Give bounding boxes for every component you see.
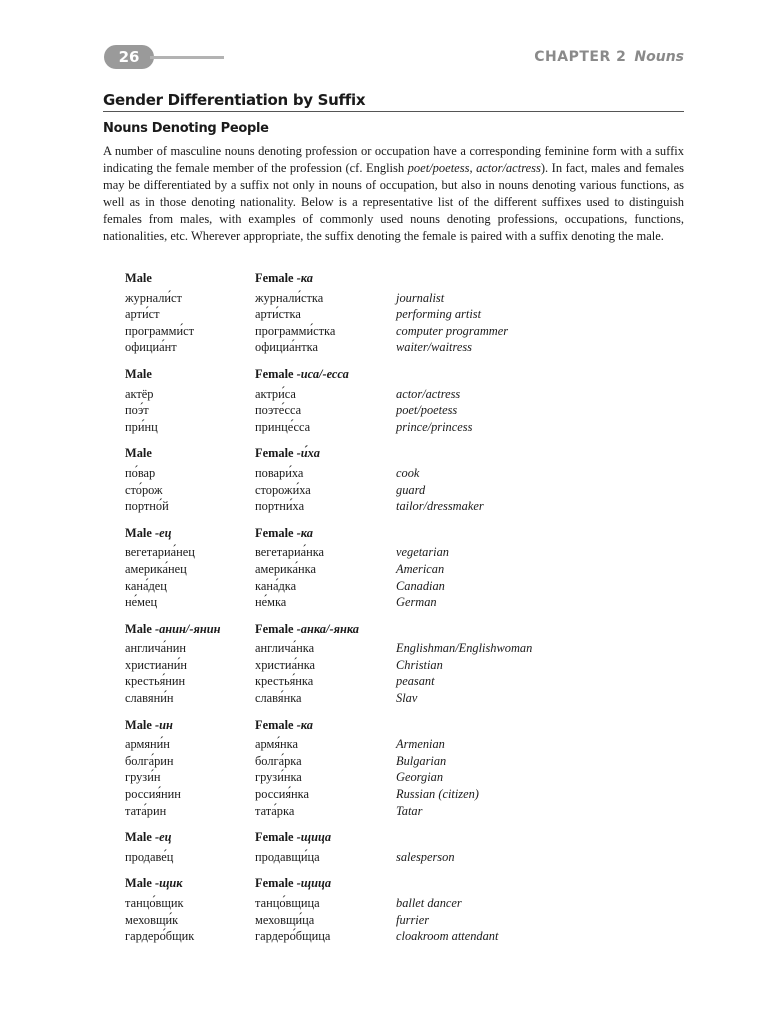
table-row <box>125 736 625 753</box>
group-header <box>125 621 625 638</box>
male-suffix: -ин <box>154 717 173 732</box>
section-divider <box>103 111 684 112</box>
female-form: гардеро́бщица <box>255 929 331 944</box>
female-form: портни́ха <box>255 499 305 514</box>
table-row <box>125 561 625 578</box>
female-form: россия́нка <box>255 787 309 802</box>
english-gloss: Georgian <box>396 770 444 785</box>
female-header-label: Female <box>255 717 294 732</box>
male-suffix: -щик <box>154 876 183 891</box>
english-gloss: waiter/waitress <box>396 340 472 355</box>
female-suffix: -щица <box>296 876 332 891</box>
suffix-group <box>125 621 625 707</box>
english-gloss: peasant <box>396 674 435 689</box>
table-row <box>125 640 625 657</box>
english-gloss: tailor/dressmaker <box>396 499 484 514</box>
male-header <box>125 270 152 287</box>
english-gloss: ballet dancer <box>396 896 462 910</box>
male-form: поэ́т <box>125 403 149 418</box>
male-header-label: Male <box>125 271 152 285</box>
female-header <box>255 366 349 383</box>
female-header <box>255 717 313 734</box>
group-header <box>125 366 625 383</box>
male-header <box>125 829 171 846</box>
table-row <box>125 657 625 674</box>
suffix-group <box>125 366 625 435</box>
male-header <box>125 875 183 892</box>
group-header <box>125 445 625 462</box>
female-suffix: -ка <box>296 271 313 285</box>
english-gloss: Christian <box>396 657 443 672</box>
table-row <box>125 419 625 436</box>
female-form: поэте́сса <box>255 403 302 418</box>
female-form: грузи́нка <box>255 770 302 785</box>
male-form: христиани́н <box>125 657 187 672</box>
female-form: америка́нка <box>255 561 316 576</box>
female-form: повари́ха <box>255 465 304 480</box>
female-form: христиа́нка <box>255 657 316 672</box>
female-header-label: Female <box>255 525 294 540</box>
suffix-group <box>125 445 625 514</box>
male-form: англича́нин <box>125 641 187 656</box>
english-gloss: computer programmer <box>396 323 509 338</box>
english-gloss: Slav <box>396 691 418 706</box>
english-gloss: journalist <box>396 290 445 305</box>
female-form: крестья́нка <box>255 674 314 689</box>
subsection-title: Nouns Denoting People <box>103 121 269 136</box>
female-form: кана́дка <box>255 578 297 593</box>
english-gloss: Armenian <box>396 737 445 752</box>
table-row <box>125 482 625 499</box>
english-gloss: guard <box>396 482 426 497</box>
female-form: сторожи́ха <box>255 482 311 497</box>
english-gloss: German <box>396 595 437 610</box>
table-row <box>125 753 625 770</box>
table-row <box>125 786 625 803</box>
english-gloss: Englishman/Englishwoman <box>396 641 533 656</box>
female-header-label: Female <box>255 271 294 285</box>
suffix-group <box>125 270 625 356</box>
suffix-group <box>125 525 625 611</box>
female-suffix: -щица <box>296 830 332 845</box>
female-form: актри́са <box>255 386 296 401</box>
female-form: армя́нка <box>255 737 299 752</box>
english-gloss: Russian (citizen) <box>396 787 479 802</box>
intro-text-2: ). In fact, males and females may be differentiated by a suffix not only in nouns of occupation, but also in nouns denoting various functions, as well as in those denoting nationality. Below is a representative list of the different suffixes used to distinguish females from males, with examples of commonly used nouns denoting professions, occupations, functions, nationalities, etc. Wherever appropriate, the suffix denoting the female is paired with a suffix denoting the male. <box>103 160 685 243</box>
english-gloss: poet/poetess <box>396 403 458 418</box>
male-form: портно́й <box>125 499 169 514</box>
female-form: вегетариа́нка <box>255 545 325 560</box>
intro-paragraph <box>103 143 684 244</box>
male-form: танцо́вщик <box>125 896 184 910</box>
male-header-label: Male <box>125 366 152 381</box>
male-suffix: -анин/-янин <box>154 621 221 636</box>
table-row <box>125 544 625 561</box>
female-suffix: -иса/-есса <box>296 366 349 381</box>
female-header <box>255 445 320 462</box>
female-form: арти́стка <box>255 307 301 322</box>
female-header-label: Female <box>255 876 294 891</box>
male-form: россия́нин <box>125 787 181 802</box>
table-row <box>125 498 625 515</box>
male-form: славяни́н <box>125 691 174 706</box>
female-suffix: -ка <box>296 717 313 732</box>
male-suffix: -ец <box>154 525 172 540</box>
table-row <box>125 690 625 707</box>
table-row <box>125 578 625 595</box>
table-row <box>125 306 625 323</box>
male-form: арти́ст <box>125 307 160 322</box>
table-row <box>125 290 625 307</box>
group-header <box>125 875 625 892</box>
female-suffix: -ка <box>296 525 313 540</box>
male-form: продаве́ц <box>125 849 174 864</box>
chapter-label: CHAPTER 2 <box>534 49 627 65</box>
running-header <box>534 49 684 65</box>
male-form: кана́дец <box>125 578 167 593</box>
english-gloss: prince/princess <box>396 419 473 434</box>
female-header-label: Female <box>255 446 294 461</box>
chapter-topic: Nouns <box>634 49 684 65</box>
male-form: при́нц <box>125 419 158 434</box>
english-gloss: actor/actress <box>396 386 461 401</box>
female-header <box>255 525 313 542</box>
table-row <box>125 386 625 403</box>
male-suffix: -ец <box>154 830 172 845</box>
female-header <box>255 621 359 638</box>
female-form: принце́сса <box>255 419 311 434</box>
group-header <box>125 829 625 846</box>
english-gloss: performing artist <box>396 307 482 322</box>
english-gloss: Canadian <box>396 578 445 593</box>
table-row <box>125 323 625 340</box>
english-gloss: cloakroom attendant <box>396 929 499 944</box>
female-form: славя́нка <box>255 691 302 706</box>
group-header <box>125 717 625 734</box>
male-header-label: Male <box>125 830 152 845</box>
english-gloss: Tatar <box>396 803 423 818</box>
header-rule <box>150 56 224 59</box>
female-suffix: -и́ха <box>296 446 320 461</box>
table-row <box>125 912 625 929</box>
suffix-group <box>125 717 625 820</box>
english-gloss: vegetarian <box>396 545 449 560</box>
table-row <box>125 402 625 419</box>
male-header <box>125 366 152 383</box>
male-header-label: Male <box>125 876 152 891</box>
female-form: программи́стка <box>255 323 336 338</box>
male-header <box>125 717 173 734</box>
table-row <box>125 673 625 690</box>
male-form: журнали́ст <box>125 290 182 305</box>
male-form: армяни́н <box>125 737 170 752</box>
group-header <box>125 525 625 542</box>
male-form: болга́рин <box>125 753 174 768</box>
male-header <box>125 525 171 542</box>
male-header-label: Male <box>125 446 152 461</box>
female-header <box>255 270 313 287</box>
english-gloss: Bulgarian <box>396 753 447 768</box>
male-header <box>125 445 152 462</box>
female-suffix: -анка/-янка <box>296 621 360 636</box>
suffix-table <box>125 270 625 955</box>
table-row <box>125 339 625 356</box>
male-form: вегетариа́нец <box>125 545 195 560</box>
male-form: официа́нт <box>125 340 177 355</box>
female-form: не́мка <box>255 595 287 610</box>
english-gloss: American <box>396 561 445 576</box>
intro-text-1: A number of masculine nouns denoting profession or occupation have a corresponding feminine form with a suffix indicating the female member of the profession (cf. English <box>103 144 684 175</box>
male-form: актёр <box>125 386 154 401</box>
group-header <box>125 270 625 287</box>
male-form: крестья́нин <box>125 674 186 689</box>
table-row <box>125 803 625 820</box>
female-form: тата́рка <box>255 803 295 818</box>
female-form: англича́нка <box>255 641 315 656</box>
english-gloss: furrier <box>396 912 430 927</box>
female-header-label: Female <box>255 621 294 636</box>
female-header <box>255 829 331 846</box>
table-row <box>125 928 625 945</box>
female-form: официа́нтка <box>255 340 318 355</box>
male-header <box>125 621 221 638</box>
table-row <box>125 465 625 482</box>
female-header-label: Female <box>255 366 294 381</box>
male-form: америка́нец <box>125 561 187 576</box>
male-form: тата́рин <box>125 803 167 818</box>
male-form: сто́рож <box>125 482 163 497</box>
suffix-group <box>125 875 625 944</box>
female-header <box>255 875 331 892</box>
male-form: не́мец <box>125 595 158 610</box>
table-row <box>125 895 625 912</box>
male-form: грузи́н <box>125 770 161 785</box>
female-form: меховщи́ца <box>255 912 315 927</box>
table-row <box>125 769 625 786</box>
male-form: меховщи́к <box>125 912 179 927</box>
female-form: журнали́стка <box>255 290 324 305</box>
table-row <box>125 849 625 866</box>
female-header-label: Female <box>255 830 294 845</box>
female-form: болга́рка <box>255 753 302 768</box>
male-header-label: Male <box>125 621 152 636</box>
table-row <box>125 594 625 611</box>
english-gloss: cook <box>396 465 420 480</box>
male-form: программи́ст <box>125 323 195 338</box>
female-form: танцо́вщица <box>255 896 320 910</box>
intro-examples: poet/poetess, actor/actress <box>407 160 541 175</box>
page-number-badge: 26 <box>104 45 154 69</box>
male-form: по́вар <box>125 465 156 480</box>
male-header-label: Male <box>125 525 152 540</box>
female-form: продавщи́ца <box>255 849 320 864</box>
section-title: Gender Differentiation by Suffix <box>103 91 366 109</box>
suffix-group <box>125 829 625 865</box>
english-gloss: salesperson <box>396 849 455 864</box>
male-form: гардеро́бщик <box>125 929 195 944</box>
male-header-label: Male <box>125 717 152 732</box>
